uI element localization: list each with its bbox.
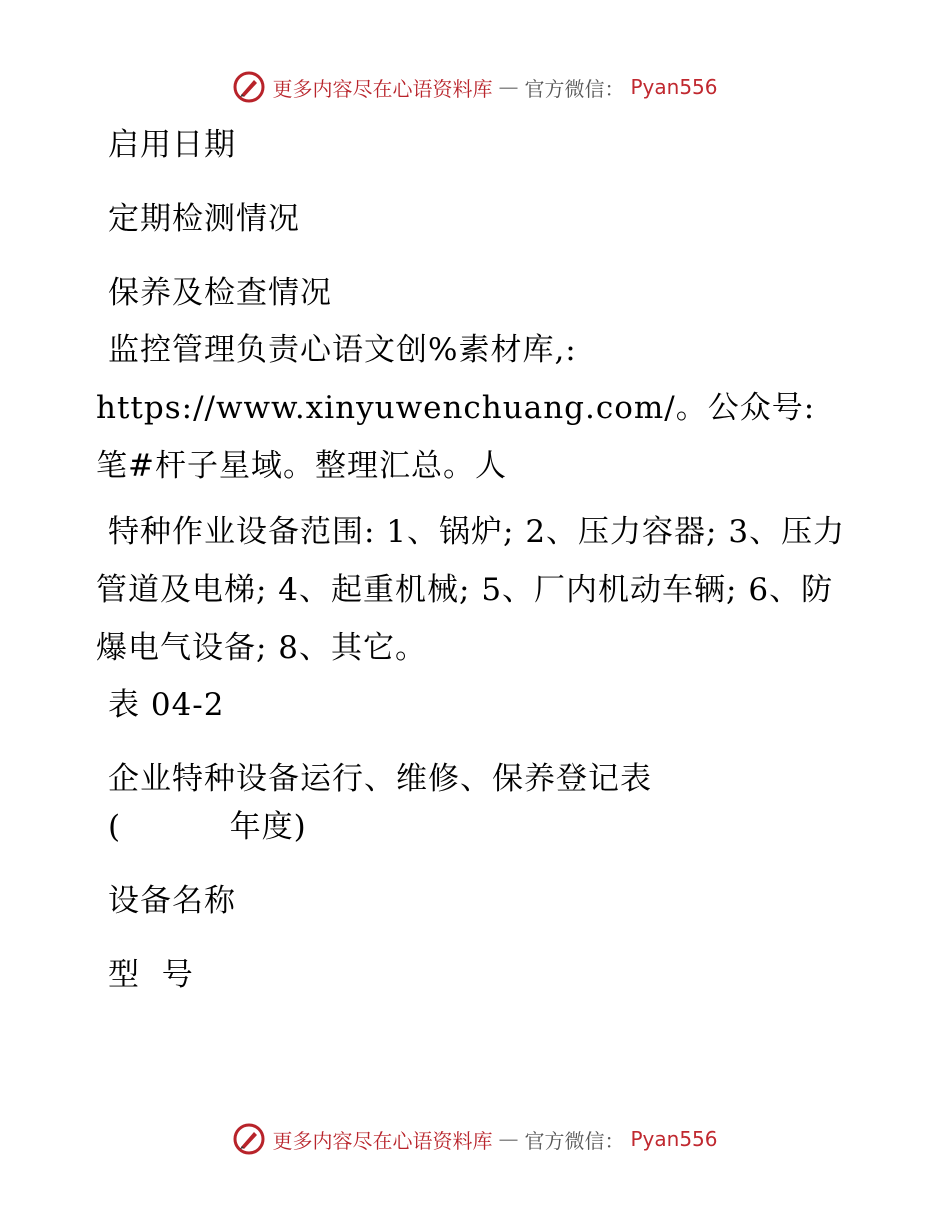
watermark-wechat-label: 官方微信： — [524, 76, 625, 101]
footer-watermark — [0, 1122, 950, 1156]
watermark-separator: — — [498, 75, 519, 99]
watermark-text: 更多内容尽在心语资料库 — [272, 76, 493, 101]
header-watermark — [0, 70, 950, 104]
line-table-number: 表 04-2 — [108, 687, 225, 723]
watermark-wechat-id: Pyan556 — [630, 75, 718, 99]
line-periodic-inspection: 定期检测情况 — [108, 201, 300, 237]
watermark-separator: — — [498, 1127, 519, 1151]
line-equipment-name: 设备名称 — [108, 883, 236, 919]
paragraph-monitoring-manager: 监控管理负责心语文创%素材库,: https://www.xinyuwenchuang.com/。公众号: 笔#杆子星域。整理汇总。人 — [96, 332, 816, 484]
pen-logo-icon — [232, 1122, 266, 1156]
line-maintenance-inspection: 保养及检查情况 — [108, 275, 332, 311]
line-table-title: 企业特种设备运行、维修、保养登记表 — [108, 761, 652, 797]
paragraph-equipment-scope: 特种作业设备范围: 1、锅炉; 2、压力容器; 3、压力管道及电梯; 4、起重机械; 5、厂内机动车辆; 6、防爆电气设备; 8、其它。 — [96, 514, 846, 666]
line-start-date: 启用日期 — [108, 127, 236, 163]
pen-logo-icon — [232, 70, 266, 104]
line-year: ( 年度) — [108, 809, 307, 845]
line-model: 型 号 — [108, 957, 194, 993]
watermark-wechat-id: Pyan556 — [630, 1127, 718, 1151]
watermark-wechat-label: 官方微信： — [524, 1128, 625, 1153]
watermark-text: 更多内容尽在心语资料库 — [272, 1128, 493, 1153]
document-body — [96, 125, 856, 995]
